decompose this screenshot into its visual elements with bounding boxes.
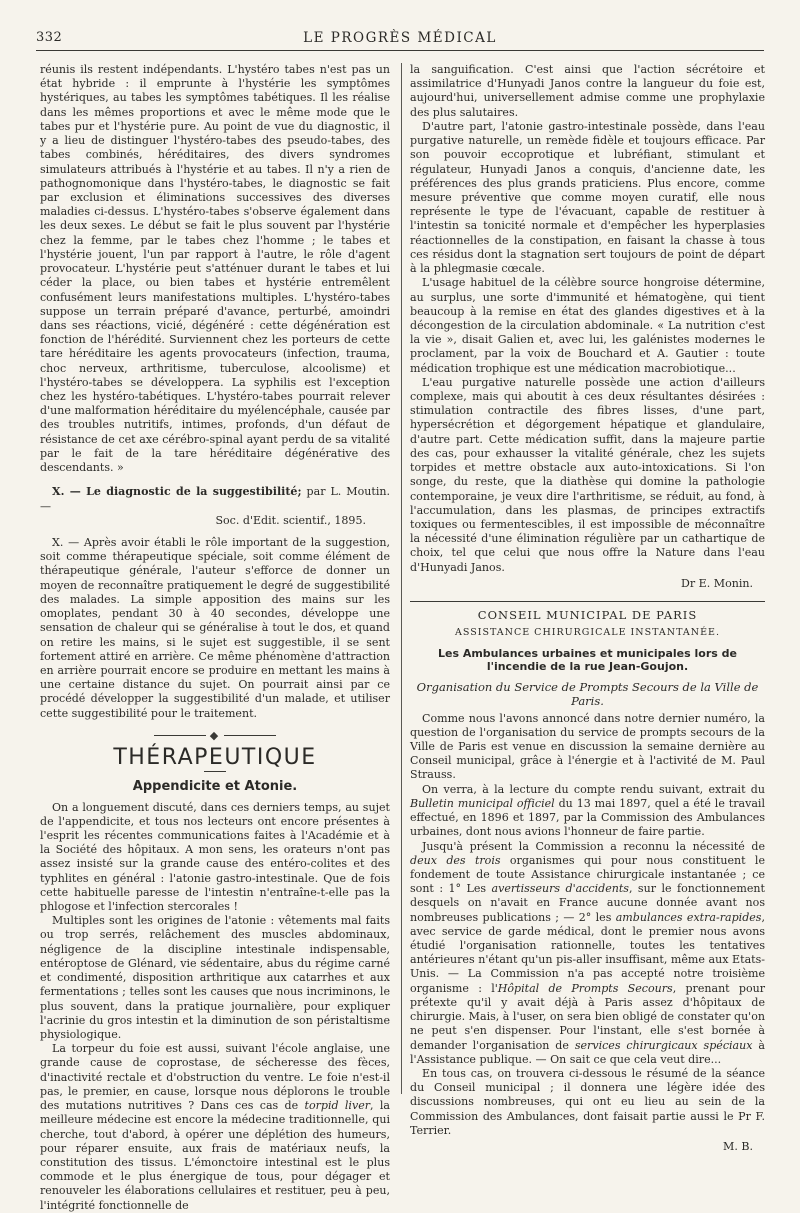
italic-term: ambulances extra-rapides <box>615 910 762 924</box>
author-signature: Dr E. Monin. <box>681 576 753 590</box>
page-header <box>36 28 764 51</box>
paragraph: L'eau purgative naturelle possède une action d'ailleurs complexe, mais qui aboutit à ces deux résultantes désirées : stimulation contractile des fibres lisses, d'une part, hypersécrétion et dégorgement hépatique et glandulaire, d'autre part. Cette médication suffit, dans la majeure partie des cas, pour exhausser la vitalité générale, chez les sujets torpides et mettre obstacle aux auto-intoxications. Si l'on songe, du reste, que la diathèse qui domine la pathologie contemporaine, je veux dire l'arthritisme, se réduit, au fond, à l'accumulation, dans les plasmas, de principes extractifs toxiques ou fermentescibles, il est impossible de méconnaître la nécessité d'une élimination régulière par un cathartique de choix, tel que celui que nous offre la Nature dans l'eau d'Hunyadi Janos. <box>410 375 765 574</box>
paragraph: X. — Après avoir établi le rôle important de la suggestion, soit comme thérapeutique spéciale, soit comme élément de thérapeutique générale, l'auteur s'efforce de donner un moyen de reconnaître pratiquement le degré de suggestibilité des malades. La simple apposition des mains sur les omoplates, pendant 30 à 40 secondes, développe une sensation de chaleur qui se généralise à tout le dos, et quand on retire les mains, si le sujet est suggestible, il se sent fortement attiré en arrière. Ce même phénomène d'attraction en arrière pourrait encore se produire en mettant les mains à une certaine distance du sujet. On pourrait ainsi par ce procédé développer la suggestibilité d'un malade, et utiliser cette suggestibilité pour le traitement. <box>40 536 390 720</box>
italic-term: Bulletin municipal officiel <box>410 796 555 810</box>
text-run: organismes qui pour nous constituent le fondement de toute Assistance chirurgicale instantanée ; ce sont : 1° Les <box>410 853 765 896</box>
page-number: 332 <box>36 30 63 45</box>
section-subheading: ASSISTANCE CHIRURGICALE INSTANTANÉE. <box>455 627 720 639</box>
left-column <box>40 63 390 1213</box>
short-rule <box>204 771 226 772</box>
paragraph: la sanguification. C'est ainsi que l'action sécrétoire et assimilatrice d'Hunyadi Janos contre la langueur du foie est, aujourd'hui, universellement admise comme une prophylaxie des plus salutaires. <box>410 63 765 119</box>
running-title: LE PROGRÈS MÉDICAL <box>303 30 497 46</box>
italic-term: services chirurgicaux spéciaux <box>574 1038 753 1052</box>
italic-term: Hôpital de Prompts Secours <box>497 981 673 995</box>
italic-term: torpid liver <box>304 1099 371 1113</box>
section-rule <box>410 601 765 602</box>
paragraph: En tous cas, on trouvera ci-dessous le résumé de la séance du Conseil municipal ; il donnera une légère idée des discussions nombreuses, qui ont eu lieu au sein de la Commission des Ambulances, dont faisait partie aussi le Pr F. Terrier. <box>410 1067 765 1137</box>
text-run: La torpeur du foie est aussi, suivant l'école anglaise, une grande cause de coprostase, de sécheresse des fèces, d'inactivité rectale et d'obstruction du ventre. Le foie n'est-il pas, le premier, en cause, lorsque nous déplorons le trouble des mutations nutritives ? Dans ces cas de <box>40 1042 390 1113</box>
paragraph: D'autre part, l'atonie gastro-intestinale possède, dans l'eau purgative naturelle, un remède fidèle et toujours efficace. Par son pouvoir eccoprotique et lubréfiant, stimulant et régulateur, Hunyadi Janos a conquis, d'ancienne date, les préférences des plus grands praticiens. Plus encore, comme mesure préventive que comme moyen curatif, elle nous représente le type de l'évacuant, capable de restituer à l'intestin sa tonicité normale et d'empêcher les hyperplasies réactionnelles de la constipation, en faisant la chasse à tous ces résidus dont la stagnation sert toujours de point de départ à la phlegmasie cœcale. <box>410 119 765 276</box>
text-run: , avec service de garde médical, dont le premier nous avons étudié l'organisation rationnelle, toutes les tentatives antérieures n'étant qu'un pis-aller insuffisant, même aux Etats-Unis. — La Commission n'a pas accepté notre troisième organisme : l' <box>410 910 765 995</box>
right-column <box>410 63 765 1154</box>
text-run: à l'Assistance publique. — On sait ce que cela veut dire... <box>410 1038 766 1066</box>
entry-source: Soc. d'Edit. scientif., 1895. <box>215 513 366 527</box>
text-run: , prenant pour prétexte qu'il y avait déjà à Paris assez d'hôpitaux de chirurgie. Mais, à l'user, on sera bien obligé de constater qu'on ne peut s'en dispenser. Pour l'instant, elle s'est bornée à demander l'organisation de <box>410 981 766 1052</box>
bibliography-entry <box>40 485 390 513</box>
text-run: , sur le fonctionnement desquels on n'avait en France aucune donnée avant nos nombreuses publications ; — 2° les <box>410 882 765 924</box>
article-title: Les Ambulances urbaines et municipales lors de l'incendie de la rue Jean-Goujon. <box>437 646 737 674</box>
text-run: On verra, à la lecture du compte rendu suivant, extrait du <box>422 782 765 796</box>
italic-term: avertisseurs d'accidents <box>491 882 629 896</box>
entry-title: X. — Le diagnostic de la suggestibilité; <box>52 485 302 499</box>
paragraph <box>40 1042 390 1213</box>
paragraph <box>410 840 765 1068</box>
section-heading: CONSEIL MUNICIPAL DE PARIS <box>477 608 698 623</box>
article-subtitle: Organisation du Service de Prompts Secours de la Ville de Paris. <box>416 679 759 708</box>
paragraph: Comme nous l'avons annoncé dans notre dernier numéro, la question de l'organisation du service de prompts secours de la Ville de Paris est venue en discussion la semaine dernière au Conseil municipal, grâce à l'énergie et à l'activité de M. Paul Strauss. <box>410 711 765 782</box>
paragraph: réunis ils restent indépendants. L'hystéro tabes n'est pas un état hybride : il emprunte à l'hystérie les symptômes hystériques, au tabes les symptômes tabétiques. Il les réalise dans les mêmes proportions et avec le même mode que le tabes pur et l'hystérie pure. Au point de vue du diagnostic, il y a lieu de distinguer l'hystéro-tabes des pseudo-tabes, des tabes combinés, héréditaires, des divers syndromes simulateurs attribués à l'hystérie et au tabes. Il n'y a rien de pathognomonique dans l'hystéro-tabes, le diagnostic se fait par exclusion et éliminations successives des diverses maladies ci-dessus. L'hystéro-tabes s'observe également dans les deux sexes. Le début se fait le plus souvent par l'hystérie chez la femme, par le tabes chez l'homme ; le tabes et l'hystérie jouent, l'un par rapport à l'autre, le rôle d'agent provocateur. L'hystérie peut s'atténuer durant le tabes et lui céder la place, ou bien tabes et hystérie entremêlent confusément leurs manifestations multiples. L'hystéro-tabes suppose un terrain préparé d'avance, perturbé, amoindri dans ses réactions, vicié, dégénéré : cette dégénération est fonction de l'hérédité. Surviennent chez les porteurs de cette tare héréditaire les agents provocateurs (infection, trauma, choc nerveux, arthritisme, tuberculose, alcoolisme) et l'hystéro-tabes se développera. La syphilis est l'exception chez les hystéro-tabétiques. L'hystéro-tabes pourrait relever d'une malformation héréditaire du myélencéphale, causée par des troubles nutritifs, intimes, profonds, d'un défaut de résistance de cet axe cérébro-spinal ayant perdu de sa vitalité par le fait de la tare héréditaire dégénérative des descendants. » <box>40 63 390 475</box>
paragraph: Multiples sont les origines de l'atonie : vêtements mal faits ou trop serrés, relâchement des muscles abdominaux, négligence de la discipline intestinale indispensable, entéroptose de Glénard, vie sédentaire, abus du régime carné et condimenté, disposition arthritique aux catarrhes et aux fermentations ; telles sont les causes que nous incriminons, le plus souvent, dans la pratique journalière, pour expliquer l'acrinie du gros intestin et la diminution de son péristaltisme physiologique. <box>40 914 390 1041</box>
text-run: du 13 mai 1897, quel a été le travail effectué, en 1896 et 1897, par la Commission des Ambulances urbaines, dont nous avions l'honneur de faire partie. <box>410 796 765 839</box>
section-title: THÉRAPEUTIQUE <box>113 745 317 771</box>
text-run: Jusqu'à présent la Commission a reconnu la nécessité de <box>422 839 765 853</box>
author-signature: M. B. <box>723 1140 753 1154</box>
italic-term: deux des trois <box>410 853 501 867</box>
paragraph: On a longuement discuté, dans ces derniers temps, au sujet de l'appendicite, et tous nos lecteurs ont encore présentes à l'esprit les récentes communications faites à l'Académie et à la Société des hôpitaux. A mon sens, les orateurs n'ont pas assez insisté sur la grande cause des entéro-colites et des typhlites en général : l'atonie gastro-intestinale. Que de fois cette habituelle paresse de l'intestin n'entraîne-t-elle pas la phlogose et l'infection stercorales ! <box>40 800 390 914</box>
text-run: , la meilleure médecine est encore la médecine traditionnelle, qui cherche, tout d'abord, à opérer une déplétion des humeurs, pour réparer ensuite, aux frais de matériaux neufs, la constitution des tissus. L'émonctoire intestinal est le plus commode et le plus énergique de tous, pour dégager et renouveler les élaborations cellulaires et restituer, peu à peu, l'intégrité fonctionnelle de <box>40 1099 390 1212</box>
paragraph: L'usage habituel de la célèbre source hongroise détermine, au surplus, une sorte d'immunité et hématogène, qui tient beaucoup à la remise en état des glandes digestives et à la décongestion de la circulation abdominale. « La nutrition c'est la vie », disait Galien et, avec lui, les galénistes modernes le proclament, par la voix de Bouchard et A. Gautier : toute médication trophique est une médication macrobiotique... <box>410 276 765 375</box>
ornament-divider: ◆ <box>40 729 390 743</box>
column-divider <box>401 63 402 1094</box>
paragraph <box>410 783 765 840</box>
entry-author: par L. Moutin. — <box>40 485 390 513</box>
article-title: Appendicite et Atonie. <box>132 779 298 795</box>
